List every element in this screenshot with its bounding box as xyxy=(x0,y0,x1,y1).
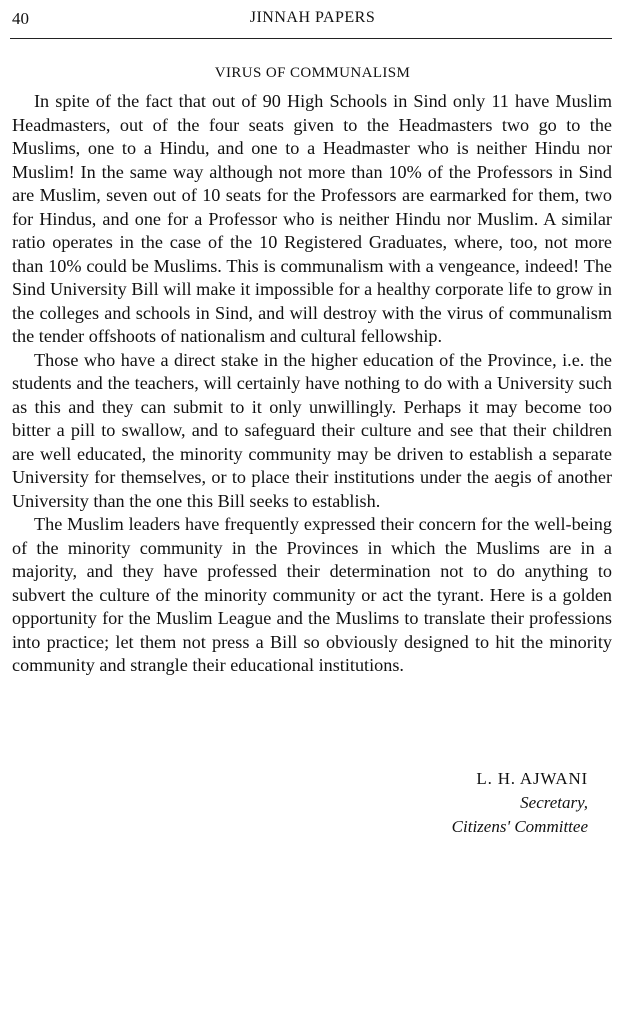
signatory-organization: Citizens' Committee xyxy=(451,817,588,836)
section-title: VIRUS OF COMMUNALISM xyxy=(214,65,411,81)
paragraph-3: The Muslim leaders have frequently expressed their concern for the well-being of the minority community in the Provinces in which the Muslims are in a majority, and they have professed their determination not to do anything to subvert the culture of the minority community or act the tyrant. Here is a golden opportunity for the Muslim League and the Muslims to translate their professions into practice; let them not press a Bill so obviously designed to hit the minority community and strangle their educational institutions. xyxy=(12,514,612,675)
article-body xyxy=(12,90,612,678)
signatory-name: L. H. AJWANI xyxy=(476,769,588,788)
running-head-title: JINNAH PAPERS xyxy=(249,9,376,26)
signatory-title: Secretary, xyxy=(520,793,588,812)
page-number: 40 xyxy=(12,9,29,28)
paragraph-1: In spite of the fact that out of 90 High Schools in Sind only 11 have Muslim Headmasters, out of the four seats given to the Headmasters two go to the Muslims, one to a Hindu, and one to a Headmaster who is neither Hindu nor Muslim! In the same way although not more than 10% of the Professors in Sind are Muslim, seven out of 10 seats for the Professors are earmarked for them, two for Hindus, and one for a Professor who is neither Hindu nor Muslim. A similar ratio operates in the case of the 10 Registered Graduates, where, too, not more than 10% could be Muslims. This is communalism with a vengeance, indeed! The Sind University Bill will make it impossible for a healthy corporate life to grow in the colleges and schools in Sind, and will destroy with the virus of communalism the tender offshoots of nationalism and cultural fellowship. xyxy=(12,91,612,346)
signature-block xyxy=(300,767,588,839)
header-rule xyxy=(10,38,612,39)
paragraph-2: Those who have a direct stake in the higher education of the Province, i.e. the students and the teachers, will certainly have nothing to do with a University such as this and they can submit to it only unwillingly. Perhaps it may become too bitter a pill to swallow, and to safeguard their culture and see that their children are well educated, the minority community may be driven to establish a separate University for themselves, or to place their institutions under the aegis of another University than the one this Bill seeks to establish. xyxy=(12,349,612,511)
